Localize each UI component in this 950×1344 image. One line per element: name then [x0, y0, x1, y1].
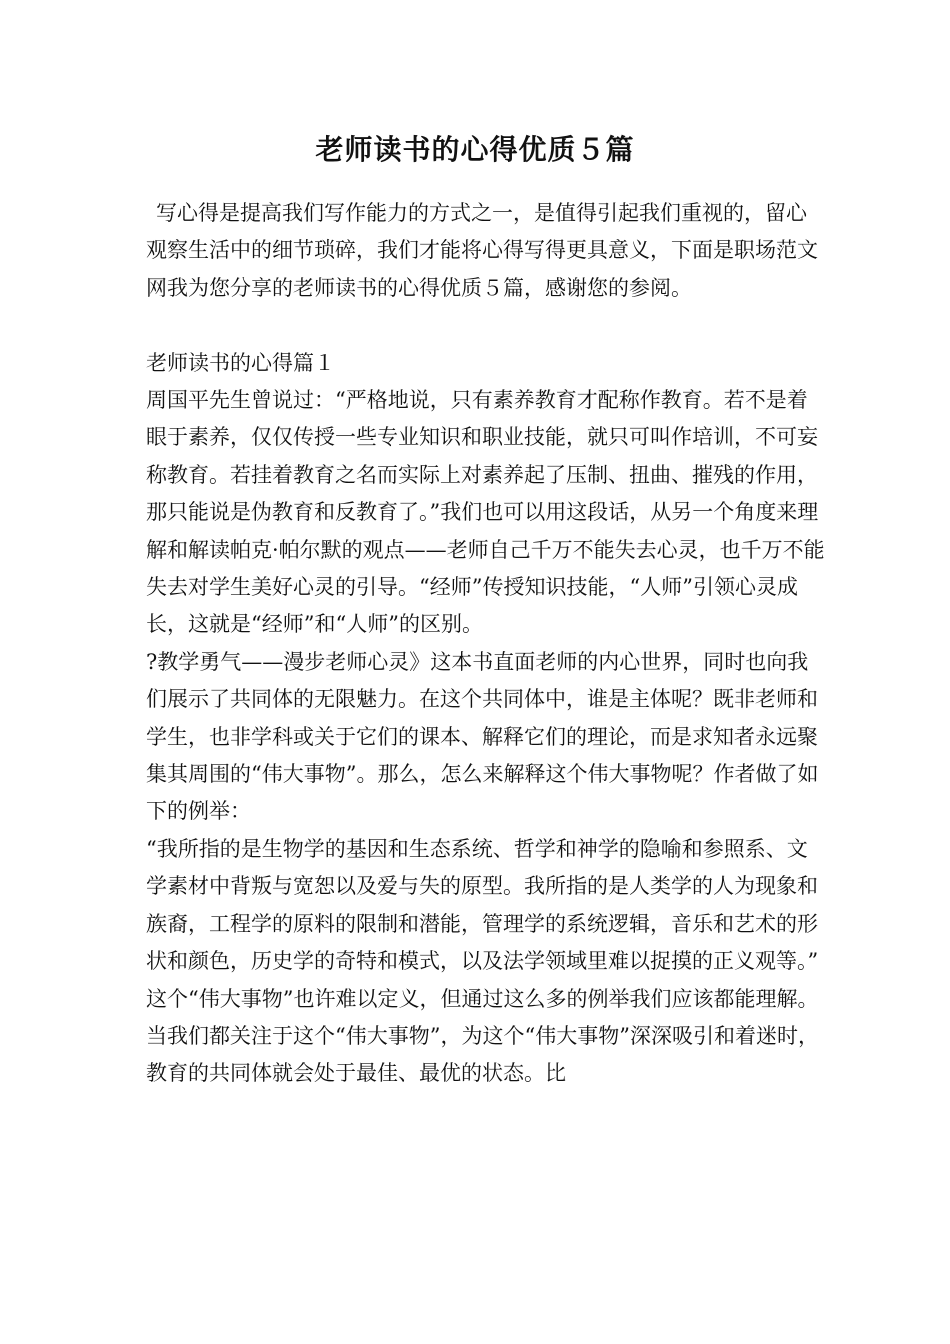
- section-heading: 老师读书的心得篇１: [146, 350, 335, 375]
- document-body: [146, 195, 826, 1093]
- body-paragraph: 这个“伟大事物”也许难以定义，但通过这么多的例举我们应该都能理解。当我们都关注于这个“伟大事物”，为这个“伟大事物”深深吸引和着迷时，教育的共同体就会处于最佳、最优的状态。比: [146, 986, 819, 1086]
- body-paragraph: 周国平先生曾说过：“严格地说，只有素养教育才配称作教育。若不是着眼于素养，仅仅传授一些专业知识和职业技能，就只可叫作培训，不可妄称教育。若挂着教育之名而实际上对素养起了压制、扭曲、摧残的作用，那只能说是伪教育和反教育了。”我们也可以用这段话，从另一个角度来理解和解读帕克·帕尔默的观点——老师自己千万不能失去心灵，也千万不能失去对学生美好心灵的引导。“经师”传授知识技能，“人师”引领心灵成长，这就是“经师”和“人师”的区别。: [146, 388, 825, 637]
- body-paragraph: “我所指的是生物学的基因和生态系统、哲学和神学的隐喻和参照系、文学素材中背叛与宽恕以及爱与失的原型。我所指的是人类学的人为现象和族裔，工程学的原料的限制和潜能，管理学的系统逻辑，音乐和艺术的形状和颜色，历史学的奇特和模式，以及法学领域里难以捉摸的正义观等。”: [146, 836, 819, 974]
- blank-line: [146, 307, 826, 344]
- body-paragraph: ?教学勇气——漫步老师心灵》这本书直面老师的内心世界，同时也向我们展示了共同体的无限魅力。在这个共同体中，谁是主体呢？既非老师和学生，也非学科或关于它们的课本、解释它们的理论，而是求知者永远聚集其周围的“伟大事物”。那么，怎么来解释这个伟大事物呢？作者做了如下的例举：: [146, 649, 819, 824]
- document-title: 老师读书的心得优质５篇: [315, 133, 635, 166]
- intro-paragraph: 写心得是提高我们写作能力的方式之一，是值得引起我们重视的，留心观察生活中的细节琐碎，我们才能将心得写得更具意义，下面是职场范文网我为您分享的老师读书的心得优质５篇，感谢您的参阅。: [146, 201, 818, 300]
